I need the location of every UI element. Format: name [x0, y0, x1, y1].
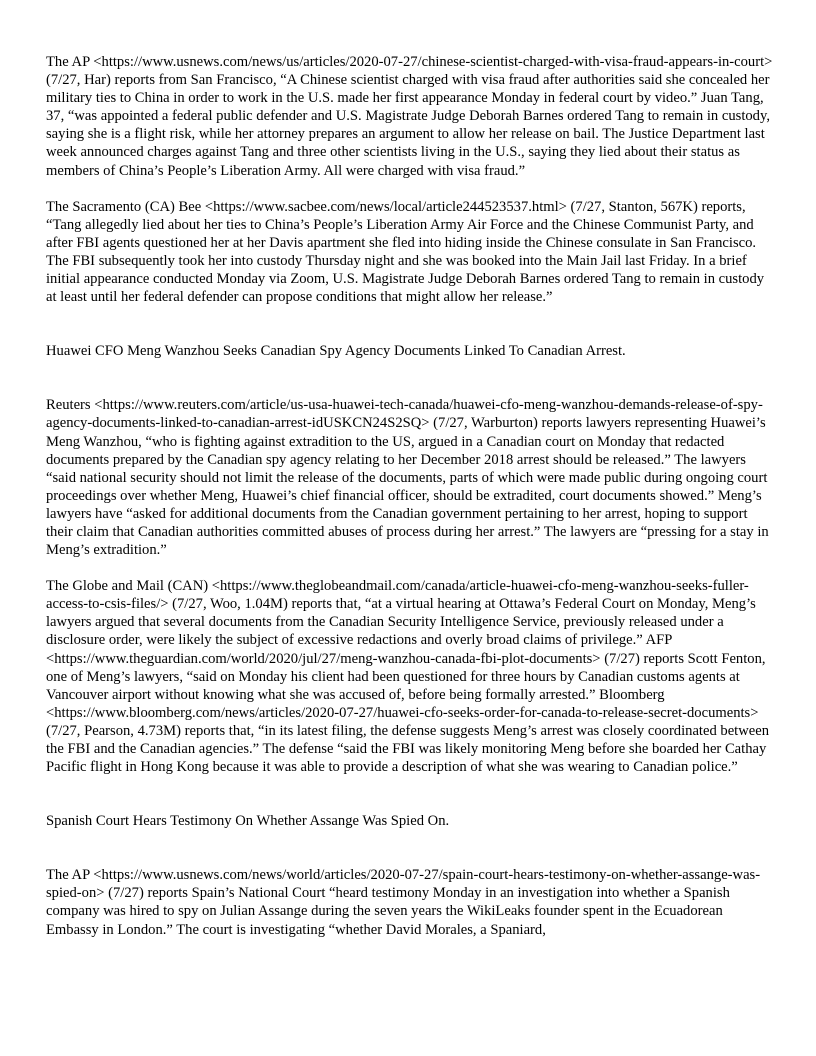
- section-spacer: [46, 360, 776, 396]
- article-paragraph-ap-assange: The AP <https://www.usnews.com/news/world/articles/2020-07-27/spain-court-hears-testimony-on-whether-assange-was-spied-on> (7/27) reports Spain’s National Court “heard testimony Monday in an investigation into whether a Spanish company was hired to spy on Julian Assange during the seven years the WikiLeaks founder spent in the Ecuadorean Embassy in London.” The court is investigating “whether David Morales, a Spaniard,: [46, 867, 761, 938]
- section-spacer: [46, 306, 776, 342]
- article-paragraph-ap-tang: The AP <https://www.usnews.com/news/us/articles/2020-07-27/chinese-scientist-charged-with-visa-fraud-appears-in-court> (7/27, Har) reports from San Francisco, “A Chinese scientist charged with visa fraud after authorities said she concealed her military ties to China in order to work in the U.S. made her first appearance Monday in federal court by video.” Juan Tang, 37, “was appointed a federal public defender and U.S. Magistrate Judge Deborah Barnes ordered Tang to remain in custody, saying she is a flight risk, while her attorney prepares an argument to allow her release on bail. The Justice Department last week announced charges against Tang and three other scientists living in the U.S., saying they lied about their status as members of China’s People’s Liberation Army. All were charged with visa fraud.”: [46, 54, 773, 179]
- document-page: [46, 53, 776, 939]
- article-paragraph-globe-meng: The Globe and Mail (CAN) <https://www.theglobeandmail.com/canada/article-huawei-cfo-meng-wanzhou-seeks-fuller-access-to-csis-files/> (7/27, Woo, 1.04M) reports that, “at a virtual hearing at Ottawa’s Federal Court on Monday, Meng’s lawyers argued that several documents from the Canadian Security Intelligence Service, previously released under a disclosure order, were likely the subject of excessive redactions and overly broad claims of privilege.” AFP <https://www.theguardian.com/world/2020/jul/27/meng-wanzhou-canada-fbi-plot-documents> (7/27) reports Scott Fenton, one of Meng’s lawyers, “said on Monday his client had been questioned for three hours by Canadian customs agents at Vancouver airport without knowing what she was accused of, before being formally arrested.” Bloomberg <https://www.bloomberg.com/news/articles/2020-07-27/huawei-cfo-seeks-order-for-canada-to-release-secret-documents> (7/27, Pearson, 4.73M) reports that, “in its latest filing, the defense suggests Meng’s arrest was closely coordinated between the FBI and the Canadian agencies.” The defense “said the FBI was likely monitoring Meng before she boarded her Cathay Pacific flight in Hong Kong because it was able to provide a description of what she was wearing to Canadian police.”: [46, 578, 770, 776]
- headline-huawei-meng: Huawei CFO Meng Wanzhou Seeks Canadian Spy Agency Documents Linked To Canadian Arrest.: [46, 343, 626, 360]
- paragraph-spacer: [46, 559, 776, 577]
- section-spacer: [46, 830, 776, 866]
- article-paragraph-reuters-meng: Reuters <https://www.reuters.com/article/us-usa-huawei-tech-canada/huawei-cfo-meng-wanzhou-demands-release-of-spy-agency-documents-linked-to-canadian-arrest-idUSKCN24S2SQ> (7/27, Warburton) reports lawyers representing Huawei’s Meng Wanzhou, “who is fighting against extradition to the US, argued in a Canadian court on Monday that redacted documents prepared by the Canadian spy agency relating to her December 2018 arrest should be released.” The lawyers “said national security should not limit the release of the documents, parts of which were made public during ongoing court proceedings over whether Meng, Huawei’s chief financial officer, should be extradited, court documents showed.” Meng’s lawyers have “asked for additional documents from the Canadian government pertaining to her arrest, hoping to support their claim that Canadian authorities committed abuses of process during her arrest.” The lawyers are “pressing for a stay in Meng’s extradition.”: [46, 397, 769, 559]
- headline-assange: Spanish Court Hears Testimony On Whether Assange Was Spied On.: [46, 813, 450, 830]
- paragraph-spacer: [46, 180, 776, 198]
- section-spacer: [46, 776, 776, 812]
- article-paragraph-sacbee-tang: The Sacramento (CA) Bee <https://www.sacbee.com/news/local/article244523537.html> (7/27, Stanton, 567K) reports, “Tang allegedly lied about her ties to China’s People’s Liberation Army Air Force and the Chinese Communist Party, and after FBI agents questioned her at her Davis apartment she fled into hiding inside the Chinese consulate in San Francisco. The FBI subsequently took her into custody Thursday night and she was booked into the Main Jail last Friday. In a brief initial appearance conducted Monday via Zoom, U.S. Magistrate Judge Deborah Barnes ordered Tang to remain in custody at least until her federal defender can propose conditions that might allow her release.”: [46, 198, 765, 306]
